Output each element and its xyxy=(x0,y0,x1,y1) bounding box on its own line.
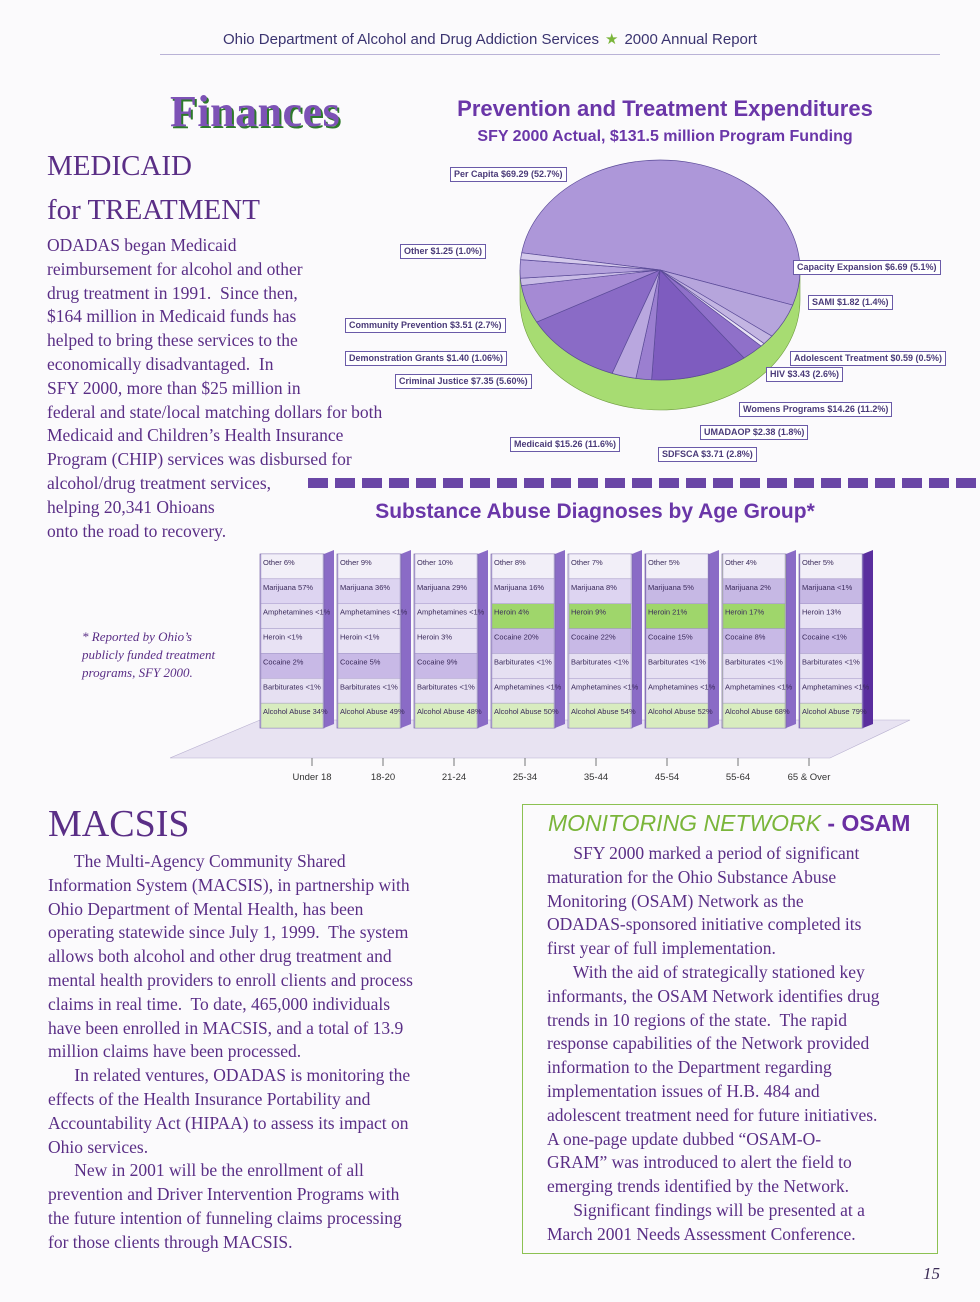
bar-side xyxy=(324,550,334,728)
text-line: effects of the Health Insurance Portability and xyxy=(48,1088,371,1109)
medicaid-title-2: for TREATMENT xyxy=(47,194,260,226)
text-line: reimbursement for alcohol and other xyxy=(47,258,303,279)
medicaid-body xyxy=(47,234,382,543)
bar-segment-label: Alcohol Abuse 68% xyxy=(725,707,790,717)
footnote-line: programs, SFY 2000. xyxy=(82,665,193,680)
text-line: Ohio Department of Mental Health, has been xyxy=(48,898,364,919)
category-label: 25-34 xyxy=(512,772,538,783)
text-line: implementation issues of H.B. 484 and xyxy=(547,1080,820,1101)
text-line: maturation for the Ohio Substance Abuse xyxy=(547,866,837,887)
header-org: Ohio Department of Alcohol and Drug Addiction Services xyxy=(222,31,599,48)
bar-segment-label: Cocaine 2% xyxy=(263,657,304,667)
footnote-line: * Reported by Ohio’s xyxy=(82,629,192,644)
text-line: $164 million in Medicaid funds has xyxy=(47,306,297,327)
bar-side xyxy=(555,550,565,728)
bar-segment-label: Cocaine 20% xyxy=(494,632,539,642)
footnote-line: publicly funded treatment xyxy=(82,647,216,662)
bar-segment-label: Amphetamines <1% xyxy=(725,682,793,692)
text-line: The Multi-Agency Community Shared xyxy=(48,851,346,871)
pie-label: Criminal Justice $7.35 (5.60%) xyxy=(395,374,532,389)
bar-segment-label: Barbiturates <1% xyxy=(571,657,629,667)
text-line: operating statewide since July 1, 1999. The system xyxy=(48,922,409,943)
text-line: March 2001 Needs Assessment Conference. xyxy=(547,1223,856,1244)
bar-side xyxy=(709,550,719,728)
pie-label: Capacity Expansion $6.69 (5.1%) xyxy=(793,260,941,275)
bar-segment-label: Cocaine <1% xyxy=(802,632,847,642)
text-line: federal and state/local matching dollars for both xyxy=(47,401,383,422)
bar-segment-label: Alcohol Abuse 34% xyxy=(263,707,328,717)
bar-segment-label: Amphetamines <1% xyxy=(263,607,331,617)
bar-segment-label: Heroin 13% xyxy=(802,607,842,617)
bar-segment-label: Barbiturates <1% xyxy=(263,682,321,692)
bar-segment-label: Barbiturates <1% xyxy=(648,657,706,667)
bar-segment-label: Alcohol Abuse 48% xyxy=(417,707,482,717)
text-line: helping 20,341 Ohioans xyxy=(47,496,215,517)
category-label: 35-44 xyxy=(583,772,609,783)
bar-segment-label: Alcohol Abuse 49% xyxy=(340,707,405,717)
bar-segment-label: Barbiturates <1% xyxy=(494,657,552,667)
category-label: 45-54 xyxy=(654,772,680,783)
bar-segment-label: Heroin 17% xyxy=(725,607,765,617)
bar-segment-label: Other 9% xyxy=(340,558,372,567)
text-line: Monitoring (OSAM) Network as the xyxy=(547,890,804,911)
text-line: response capabilities of the Network provided xyxy=(547,1033,870,1054)
category-label: Under 18 xyxy=(292,772,332,783)
bar-segment-label: Amphetamines <1% xyxy=(648,682,716,692)
running-header xyxy=(0,30,980,48)
osam-title-a: MONITORING NETWORK xyxy=(548,810,822,836)
bar-side xyxy=(401,550,411,728)
bar-segment-label: Other 5% xyxy=(648,558,680,567)
bar-segment-label: Heroin 21% xyxy=(648,607,688,617)
pie-label: Womens Programs $14.26 (11.2%) xyxy=(739,402,892,417)
bar-segment-label: Cocaine 9% xyxy=(417,657,458,667)
category-label: 21-24 xyxy=(441,772,467,783)
bar-segment-label: Barbiturates <1% xyxy=(802,657,860,667)
text-line: mental health providers to enroll clients and process xyxy=(48,969,413,990)
bar-segment-label: Heroin 3% xyxy=(417,632,453,642)
page-number: 15 xyxy=(923,1264,940,1283)
osam-title xyxy=(548,810,910,837)
bar-segment-label: Other 6% xyxy=(263,558,295,567)
text-line: Accountability Act (HIPAA) to assess its impact on xyxy=(48,1112,409,1133)
bar-segment-label: Marijuana 57% xyxy=(263,582,314,592)
pie-chart-subtitle: SFY 2000 Actual, $131.5 million Program Funding xyxy=(477,128,853,145)
bar-segment-label: Marijuana <1% xyxy=(802,582,853,592)
text-line: Significant findings will be presented at a xyxy=(547,1199,865,1220)
section-title: Finances xyxy=(170,87,341,136)
text-line: Medicaid and Children’s Health Insurance xyxy=(47,425,344,446)
text-line: informants, the OSAM Network identifies drug xyxy=(547,985,880,1006)
text-line: prevention and Driver Intervention Programs with xyxy=(48,1184,400,1205)
text-line: claims in real time. To date, 465,000 individuals xyxy=(48,993,391,1014)
bar-segment-label: Alcohol Abuse 54% xyxy=(571,707,636,717)
bar-segment-label: Cocaine 15% xyxy=(648,632,693,642)
header-report: 2000 Annual Report xyxy=(624,31,758,48)
text-line: adolescent treatment need for future initiatives. xyxy=(547,1104,878,1125)
text-line: information to the Department regarding xyxy=(547,1057,832,1078)
bar-segment-label: Barbiturates <1% xyxy=(417,682,475,692)
pie-label: Community Prevention $3.51 (2.7%) xyxy=(345,318,506,333)
dashed-divider xyxy=(308,478,980,488)
pie-label: SDFSCA $3.71 (2.8%) xyxy=(658,447,757,462)
text-line: In related ventures, ODADAS is monitoring the xyxy=(48,1065,411,1086)
macsis-body xyxy=(48,850,413,1255)
bar-side xyxy=(863,550,873,728)
bar-segment-label: Cocaine 5% xyxy=(340,657,381,667)
bar-side xyxy=(786,550,796,728)
osam-body xyxy=(547,842,879,1247)
bar-segment-label: Other 10% xyxy=(417,558,453,567)
osam-title-b: - OSAM xyxy=(821,810,911,836)
bar-segment-label: Cocaine 22% xyxy=(571,632,616,642)
text-line: trends in 10 regions of the state. The rapid xyxy=(547,1009,848,1030)
bar-segment-label: Other 5% xyxy=(802,558,834,567)
bar-segment-label: Marijuana 36% xyxy=(340,582,391,592)
bar-segment-label: Other 4% xyxy=(725,558,757,567)
text-line: A one-page update dubbed “OSAM-O- xyxy=(547,1128,822,1149)
text-line: New in 2001 will be the enrollment of all xyxy=(48,1160,364,1181)
bar-segment-label: Marijuana 16% xyxy=(494,582,545,592)
bar-segment-label: Barbiturates <1% xyxy=(725,657,783,667)
bar-chart xyxy=(170,548,980,788)
macsis-title: MACSIS xyxy=(48,803,190,845)
header-rule xyxy=(160,54,940,55)
bar-segment-label: Marijuana 2% xyxy=(725,582,771,592)
bar-segment-label: Heroin <1% xyxy=(263,632,303,642)
text-line: onto the road to recovery. xyxy=(47,520,227,541)
bar-segment-label: Marijuana 29% xyxy=(417,582,468,592)
star-icon: ★ xyxy=(604,31,619,48)
bar-segment-label: Other 8% xyxy=(494,558,526,567)
text-line: economically disadvantaged. In xyxy=(47,353,274,374)
bar-segment-label: Alcohol Abuse 50% xyxy=(494,707,559,717)
text-line: SFY 2000, more than $25 million in xyxy=(47,377,301,398)
text-line: allows both alcohol and other drug treatment and xyxy=(48,946,392,967)
pie-label: Adolescent Treatment $0.59 (0.5%) xyxy=(790,351,946,366)
text-line: ODADAS-sponsored initiative completed its xyxy=(547,914,862,935)
medicaid-title-1: MEDICAID xyxy=(47,150,192,182)
bar-segment-label: Amphetamines <1% xyxy=(802,682,870,692)
pie-label: Per Capita $69.29 (52.7%) xyxy=(450,167,567,182)
text-line: SFY 2000 marked a period of significant xyxy=(547,843,860,863)
text-line: ODADAS began Medicaid xyxy=(47,235,237,255)
bar-segment-label: Amphetamines <1% xyxy=(571,682,639,692)
text-line: alcohol/drug treatment services, xyxy=(47,472,272,493)
bar-segment-label: Barbiturates <1% xyxy=(340,682,398,692)
pie-label: Demonstration Grants $1.40 (1.06%) xyxy=(345,351,507,366)
bar-segment-label: Heroin 9% xyxy=(571,607,607,617)
bar-side xyxy=(478,550,488,728)
bar-segment-label: Amphetamines <1% xyxy=(417,607,485,617)
category-label: 18-20 xyxy=(370,772,396,783)
text-line: Ohio services. xyxy=(48,1136,149,1157)
bar-segment-label: Heroin 4% xyxy=(494,607,530,617)
bar-segment-label: Amphetamines <1% xyxy=(494,682,562,692)
text-line: Information System (MACSIS), in partnership with xyxy=(48,874,410,895)
text-line: emerging trends identified by the Network. xyxy=(547,1176,849,1197)
pie-label: HIV $3.43 (2.6%) xyxy=(766,367,843,382)
text-line: GRAM” was introduced to alert the field to xyxy=(547,1152,852,1173)
text-line: the future intention of funneling claims processing xyxy=(48,1207,402,1228)
pie-label: SAMI $1.82 (1.4%) xyxy=(808,295,893,310)
bar-segment-label: Marijuana 8% xyxy=(571,582,617,592)
text-line: drug treatment in 1991. Since then, xyxy=(47,282,298,303)
bar-segment-label: Alcohol Abuse 52% xyxy=(648,707,713,717)
bar-segment-label: Other 7% xyxy=(571,558,603,567)
bar-side xyxy=(632,550,642,728)
text-line: million claims have been processed. xyxy=(48,1041,302,1062)
bar-segment-label: Alcohol Abuse 79% xyxy=(802,707,867,717)
text-line: With the aid of strategically stationed key xyxy=(547,961,865,982)
text-line: first year of full implementation. xyxy=(547,938,776,959)
pie-label: Medicaid $15.26 (11.6%) xyxy=(510,437,620,452)
bar-segment-label: Heroin <1% xyxy=(340,632,380,642)
text-line: have been enrolled in MACSIS, and a total of 13.9 xyxy=(48,1017,404,1038)
text-line: Program (CHIP) services was disbursed for xyxy=(47,449,352,470)
category-label: 65 & Over xyxy=(787,772,831,783)
pie-label: UMADAOP $2.38 (1.8%) xyxy=(700,425,808,440)
text-line: for those clients through MACSIS. xyxy=(48,1231,293,1252)
pie-label: Other $1.25 (1.0%) xyxy=(400,244,486,259)
text-line: helped to bring these services to the xyxy=(47,330,298,351)
category-label: 55-64 xyxy=(725,772,751,783)
bar-segment-label: Cocaine 8% xyxy=(725,632,766,642)
bar-segment-label: Amphetamines <1% xyxy=(340,607,408,617)
pie-chart-title: Prevention and Treatment Expenditures xyxy=(457,96,873,121)
bar-segment-label: Marijuana 5% xyxy=(648,582,694,592)
bar-chart-title: Substance Abuse Diagnoses by Age Group* xyxy=(375,500,815,523)
